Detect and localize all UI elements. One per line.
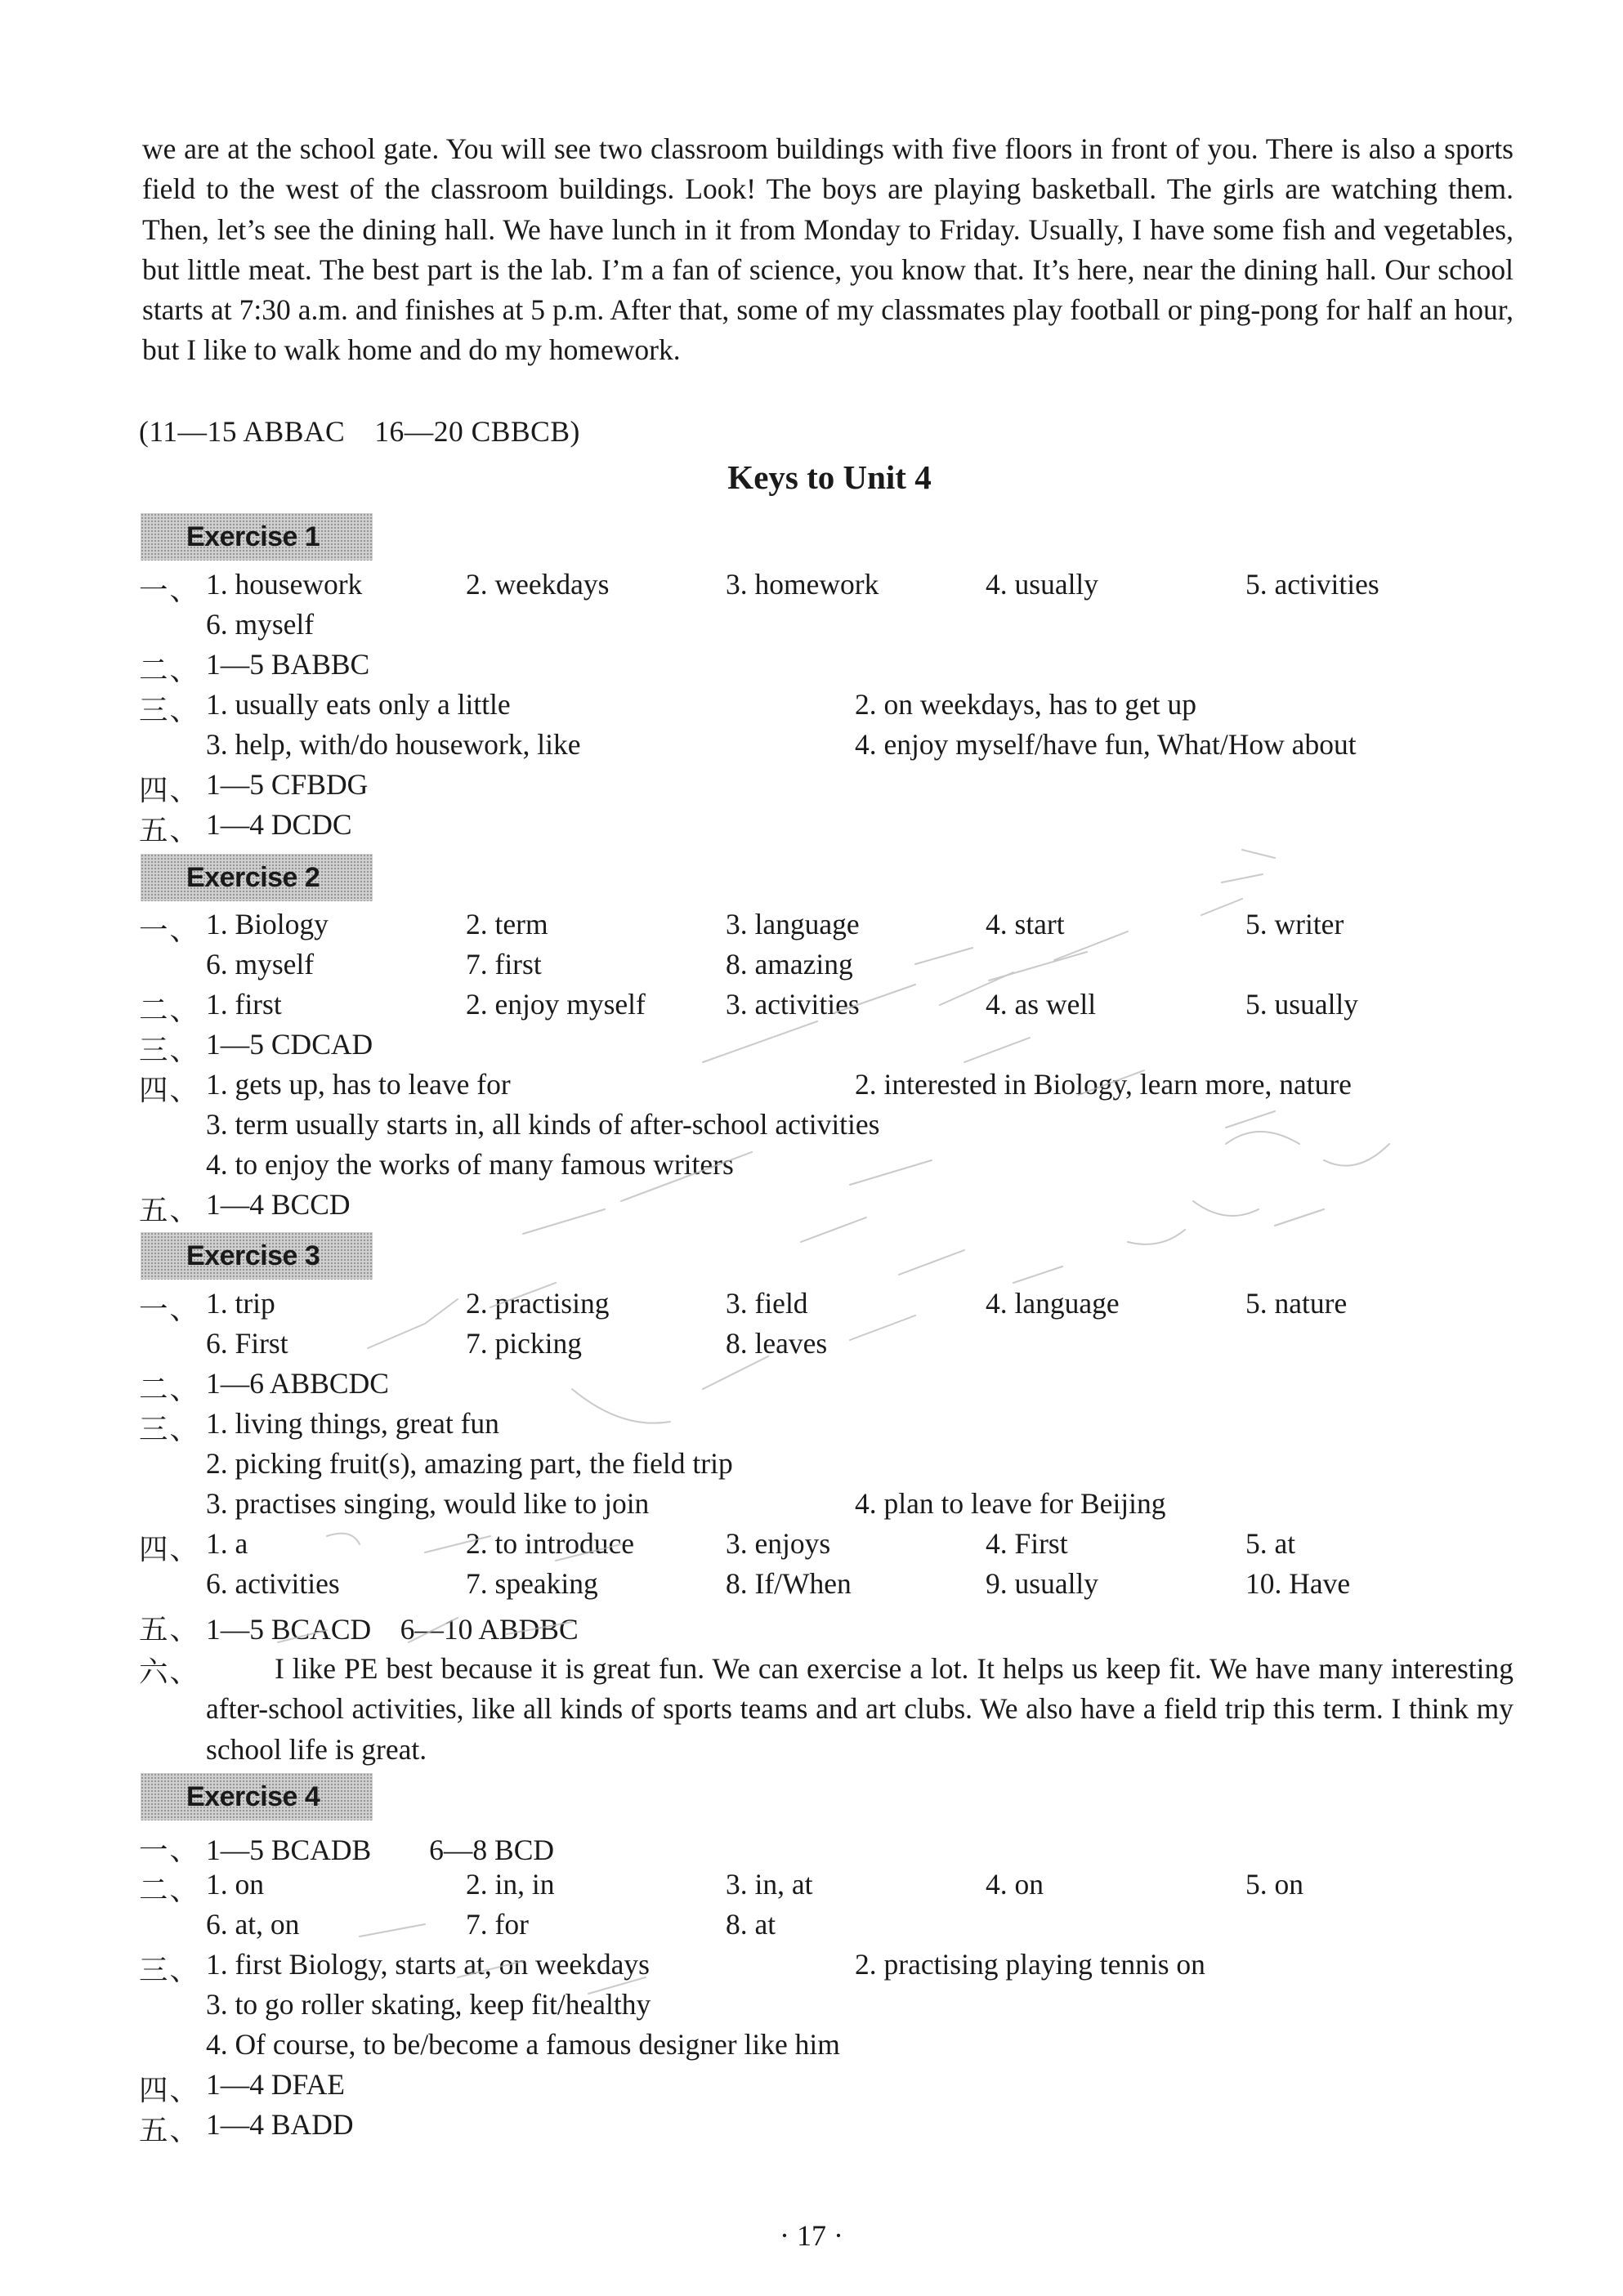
answer: 2. weekdays xyxy=(466,568,610,601)
answer: 1. on xyxy=(206,1868,264,1901)
ex4-part1-row xyxy=(0,1827,1623,1867)
ex3-writing-answer: I like PE best because it is great fun. We can exercise a lot. It helps us keep fit. We have many interesting after-school activities, like all kinds of sports teams and art clubs. We also have a field trip this term. I think my school life is great. xyxy=(206,1652,1513,1766)
ex4-part2-row xyxy=(0,1867,1623,1907)
answer: 1. housework xyxy=(206,568,363,601)
answer: 4. on xyxy=(986,1868,1044,1901)
section-number: 一、 xyxy=(139,1293,201,1325)
answer: 9. usually xyxy=(986,1567,1099,1600)
ex1-part2-row xyxy=(0,647,1623,687)
answer: 1—4 DCDC xyxy=(206,808,352,841)
answer: 2. practising playing tennis on xyxy=(855,1948,1205,1981)
ex3-part4-row2 xyxy=(0,1566,1623,1606)
ex4-part3-row2 xyxy=(0,1987,1623,2027)
answer: 1—4 DFAE xyxy=(206,2068,345,2101)
section-number: 四、 xyxy=(139,1533,201,1566)
answer: 3. term usually starts in, all kinds of after-school activities xyxy=(206,1108,880,1141)
answer: 4. First xyxy=(986,1527,1068,1560)
section-number: 二、 xyxy=(139,994,201,1026)
answer: 7. first xyxy=(466,948,542,980)
ex4-part2-row2 xyxy=(0,1907,1623,1947)
section-number: 五、 xyxy=(139,1613,201,1646)
answer: 1—4 BCCD xyxy=(206,1188,351,1221)
answer: 3. field xyxy=(726,1287,808,1320)
answer: 8. If/When xyxy=(726,1567,852,1600)
answer: 3. in, at xyxy=(726,1868,813,1901)
section-number: 三、 xyxy=(139,1034,201,1066)
exercise-4-badge: Exercise 4 xyxy=(141,1773,373,1820)
ex4-part4-row xyxy=(0,2067,1623,2107)
answer: 8. at xyxy=(726,1908,776,1941)
ex3-part2-row xyxy=(0,1366,1623,1406)
answer: 1. first xyxy=(206,988,282,1021)
answer: 3. homework xyxy=(726,568,879,601)
section-number: 六、 xyxy=(139,1655,201,1688)
answer: 8. amazing xyxy=(726,948,853,980)
exercise-1-badge: Exercise 1 xyxy=(141,513,373,561)
answer: 5. writer xyxy=(1245,908,1344,940)
ex1-part1-row2 xyxy=(0,607,1623,647)
answer: 4. enjoy myself/have fun, What/How about xyxy=(855,728,1357,761)
ex1-part1-row xyxy=(0,567,1623,607)
ex3-part3-row xyxy=(0,1406,1623,1446)
page-number: · 17 · xyxy=(780,2219,843,2252)
answer: 1—6 ABBCDC xyxy=(206,1367,389,1400)
answer: 2. picking fruit(s), amazing part, the field trip xyxy=(206,1447,733,1480)
ex2-part4-row3 xyxy=(0,1147,1623,1187)
answer: 5. nature xyxy=(1245,1287,1348,1320)
answer: 1—5 BABBC xyxy=(206,648,370,681)
section-number: 五、 xyxy=(139,2114,201,2146)
ex2-part4-row2 xyxy=(0,1107,1623,1147)
ex3-part5-row xyxy=(0,1606,1623,1646)
answer: 7. for xyxy=(466,1908,529,1941)
ex1-part4-row xyxy=(0,767,1623,807)
answer: 10. Have xyxy=(1245,1567,1351,1600)
answer: 6. First xyxy=(206,1327,288,1360)
section-number: 一、 xyxy=(139,1834,201,1866)
answer: 2. to introduce xyxy=(466,1527,635,1560)
exercise-3-badge: Exercise 3 xyxy=(141,1232,373,1280)
answer: 4. Of course, to be/become a famous designer like him xyxy=(206,2028,840,2061)
answer: 1—5 CDCAD xyxy=(206,1028,373,1061)
answer: 6. activities xyxy=(206,1567,340,1600)
answer: 1—5 CFBDG xyxy=(206,768,369,801)
ex2-part3-row xyxy=(0,1027,1623,1067)
answer: 1. Biology xyxy=(206,908,329,940)
listening-passage: we are at the school gate. You will see two classroom buildings with five floors in front of you. There is also a sports field to the west of the classroom buildings. Look! The boys are playing basketball. The girls are watching them. Then, let’s see the dining hall. We have lunch in it from Monday to Friday. Usually, I have some fish and vegetables, but little meat. The best part is the lab. I’m a fan of science, you know that. It’s here, near the dining hall. Our school starts at 7:30 a.m. and finishes at 5 p.m. After that, some of my classmates play football or ping-pong for half an hour, but I like to walk home and do my homework. xyxy=(142,132,1513,367)
ex1-part3-row2 xyxy=(0,727,1623,767)
answer: 1. first Biology, starts at, on weekdays xyxy=(206,1948,650,1981)
answer: 4. plan to leave for Beijing xyxy=(855,1487,1166,1520)
ex3-part4-row xyxy=(0,1526,1623,1566)
answer: 2. interested in Biology, learn more, nature xyxy=(855,1068,1352,1101)
answer: 2. practising xyxy=(466,1287,610,1320)
section-number: 四、 xyxy=(139,774,201,806)
answer: 5. activities xyxy=(1245,568,1379,601)
section-number: 三、 xyxy=(139,1413,201,1445)
ex2-part5-row xyxy=(0,1187,1623,1227)
answer: 8. leaves xyxy=(726,1327,828,1360)
answer: 3. enjoys xyxy=(726,1527,831,1560)
answer: 2. enjoy myself xyxy=(466,988,646,1021)
answer: 6. myself xyxy=(206,948,315,980)
answer: 2. on weekdays, has to get up xyxy=(855,688,1197,721)
ex2-part1-row xyxy=(0,907,1623,947)
answer: 6. myself xyxy=(206,608,315,641)
ex1-part3-row xyxy=(0,687,1623,727)
answer: 5. usually xyxy=(1245,988,1359,1021)
answer: 1. a xyxy=(206,1527,248,1560)
ex3-part3-row3 xyxy=(0,1486,1623,1526)
section-number: 三、 xyxy=(139,694,201,726)
answer: 3. language xyxy=(726,908,860,940)
answer: 1. trip xyxy=(206,1287,275,1320)
answer: 6. at, on xyxy=(206,1908,300,1941)
ex1-part5-row xyxy=(0,807,1623,847)
section-number: 五、 xyxy=(139,1194,201,1226)
answer: 7. picking xyxy=(466,1327,582,1360)
answer: 4. as well xyxy=(986,988,1097,1021)
answer: 1. usually eats only a little xyxy=(206,688,511,721)
answer: 4. start xyxy=(986,908,1065,940)
answer: 4. to enjoy the works of many famous writers xyxy=(206,1148,734,1181)
answer: 7. speaking xyxy=(466,1567,598,1600)
ex4-part3-row3 xyxy=(0,2027,1623,2067)
answer: 3. activities xyxy=(726,988,860,1021)
section-number: 二、 xyxy=(139,1373,201,1405)
answer: 1—4 BADD xyxy=(206,2108,354,2141)
unit-title: Keys to Unit 4 xyxy=(727,458,932,496)
ex3-part1-row xyxy=(0,1286,1623,1326)
answer: 1—5 BCACD 6—10 ABDBC xyxy=(206,1613,579,1646)
ex3-part1-row2 xyxy=(0,1326,1623,1366)
answer: 3. practises singing, would like to join xyxy=(206,1487,650,1520)
section-number: 四、 xyxy=(139,1074,201,1106)
answer: 5. at xyxy=(1245,1527,1296,1560)
section-number: 三、 xyxy=(139,1954,201,1986)
section-number: 一、 xyxy=(139,913,201,946)
section-number: 二、 xyxy=(139,654,201,686)
answer: 1—5 BCADB 6—8 BCD xyxy=(206,1834,555,1866)
answer: 5. on xyxy=(1245,1868,1303,1901)
ex4-part5-row xyxy=(0,2107,1623,2147)
ex3-part3-row2 xyxy=(0,1446,1623,1486)
passage-answers: (11—15 ABBAC 16—20 CBBCB) xyxy=(139,415,580,448)
section-number: 一、 xyxy=(139,574,201,606)
section-number: 四、 xyxy=(139,2074,201,2106)
answer: 2. in, in xyxy=(466,1868,555,1901)
ex2-part4-row xyxy=(0,1067,1623,1107)
answer: 4. usually xyxy=(986,568,1099,601)
section-number: 五、 xyxy=(139,814,201,846)
answer: 4. language xyxy=(986,1287,1120,1320)
ex4-part3-row xyxy=(0,1947,1623,1987)
ex2-part1-row2 xyxy=(0,947,1623,987)
ex2-part2-row xyxy=(0,987,1623,1027)
section-number: 二、 xyxy=(139,1874,201,1906)
exercise-2-badge: Exercise 2 xyxy=(141,854,373,901)
answer: 3. help, with/do housework, like xyxy=(206,728,581,761)
answer: 2. term xyxy=(466,908,548,940)
answer: 1. gets up, has to leave for xyxy=(206,1068,511,1101)
answer: 1. living things, great fun xyxy=(206,1407,499,1440)
answer: 3. to go roller skating, keep fit/healthy xyxy=(206,1988,651,2021)
